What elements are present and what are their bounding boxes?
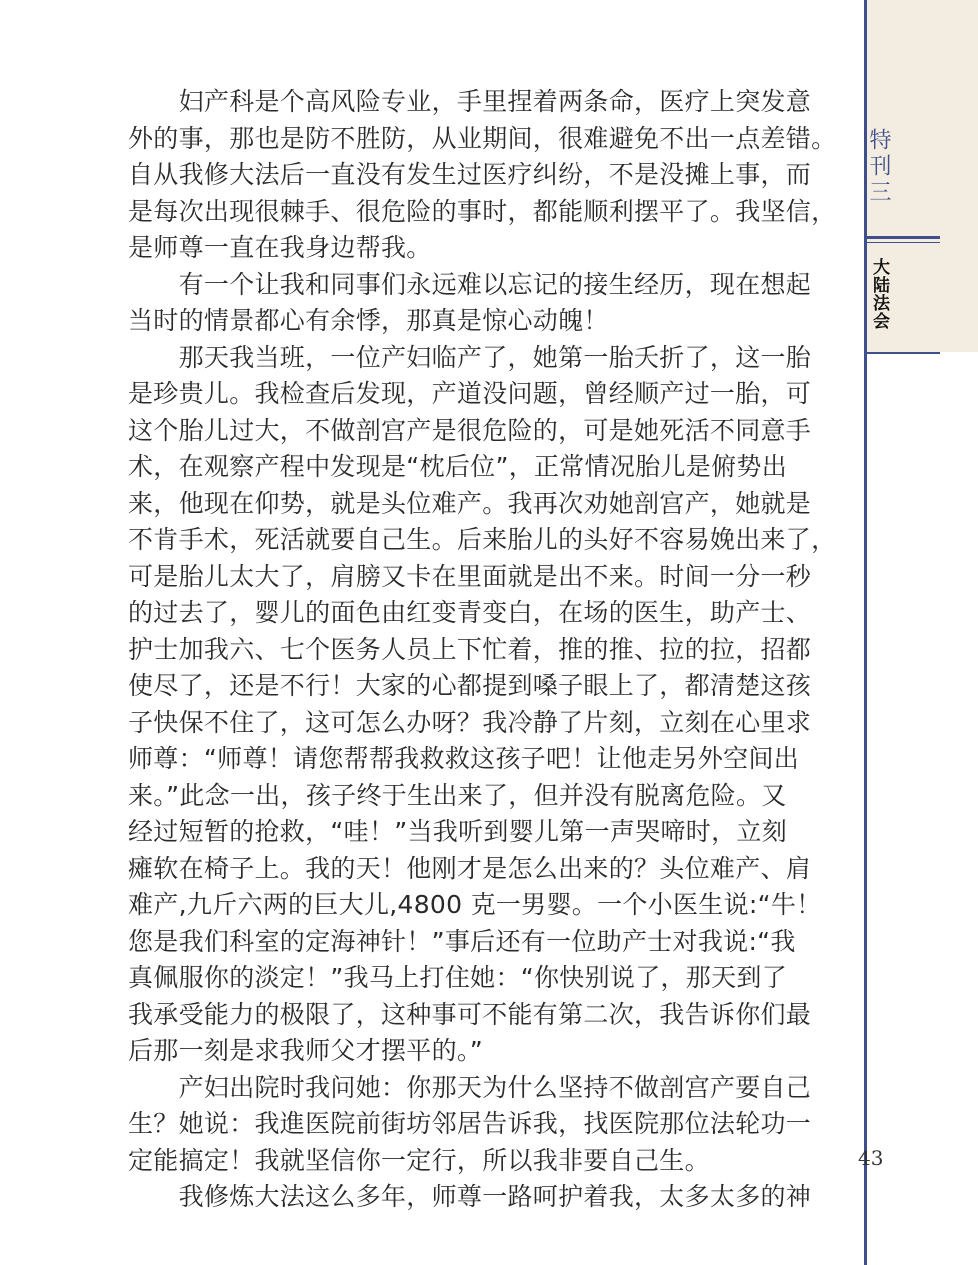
text-line: 是师尊一直在我身边帮我。 (128, 233, 432, 262)
text-line: 护士加我六、七个医务人员上下忙着，推的推、拉的拉，招都 (128, 634, 812, 664)
text-line: 当时的情景都心有余悸，那真是惊心动魄！ (128, 306, 609, 335)
text-line: 经过短暂的抢救，“哇！”当我听到婴儿第一声哭啼时，立刻 (128, 817, 788, 846)
text-line: 不肯手术，死活就要自己生。后来胎儿的头好不容易娩出来了， (128, 525, 837, 554)
section-label: 大陆法会 (869, 258, 889, 330)
text-line: 瘫软在椅子上。我的天！他刚才是怎么出来的？头位难产、肩 (128, 853, 812, 883)
text-line: 您是我们科室的定海神针！”事后还有一位助产士对我说:“我 (128, 926, 796, 956)
text-line: 使尽了，还是不行！大家的心都提到嗓子眼上了，都清楚这孩 (128, 671, 812, 700)
text-line: 的过去了，婴儿的面色由红变青变白，在场的医生，助产士、 (128, 598, 812, 627)
text-line: 外的事，那也是防不胜防，从业期间，很难避免不出一点差错。 (128, 123, 837, 153)
text-line: 有一个让我和同事们永远难以忘记的接生经历，现在想起 (128, 269, 812, 299)
text-line: 那天我当班，一位产妇临产了，她第一胎夭折了，这一胎 (128, 342, 812, 372)
text-line: 难产,九斤六两的巨大儿,4800 克一男婴。一个小医生说:“牛！ (128, 890, 822, 919)
text-line: 这个胎儿过大，不做剖宫产是很危险的，可是她死活不同意手 (128, 415, 812, 445)
text-line: 我承受能力的极限了，这种事可不能有第二次，我告诉你们最 (128, 999, 812, 1029)
text-line: 产妇出院时我问她：你那天为什么坚持不做剖宫产要自己 (128, 1072, 812, 1102)
text-line: 师尊：“师尊！请您帮帮我救救这孩子吧！让他走另外空间出 (128, 744, 800, 773)
article-body (128, 84, 852, 1216)
text-line: 真佩服你的淡定！”我马上打住她：“你快别说了，那天到了 (128, 963, 788, 992)
text-line: 后那一刻是求我师父才摆平的。” (128, 1036, 483, 1065)
text-line: 妇产科是个高风险专业，手里捏着两条命，医疗上突发意 (128, 87, 812, 116)
page-number: 43 (858, 1146, 884, 1170)
tab-divider-thin (867, 242, 940, 243)
text-line: 我修炼大法这么多年，师尊一路呵护着我，太多太多的神 (128, 1182, 812, 1211)
tab-divider (867, 236, 940, 239)
text-line: 是珍贵儿。我检查后发现，产道没问题，曾经顺产过一胎，可 (128, 379, 812, 408)
text-line: 是每次出现很棘手、很危险的事时，都能顺利摆平了。我坚信， (128, 196, 837, 226)
issue-tab-title: 特刊三 (866, 128, 891, 206)
text-line: 生？她说：我進医院前街坊邻居告诉我，找医院那位法轮功一 (128, 1109, 812, 1138)
text-line: 子快保不住了，这可怎么办呀？我冷静了片刻，立刻在心里求 (128, 707, 812, 737)
text-line: 来。”此念一出，孩子终于生出来了，但并没有脱离危险。又 (128, 780, 787, 810)
text-line: 自从我修大法后一直没有发生过医疗纠纷，不是没摊上事，而 (128, 160, 812, 189)
text-line: 来，他现在仰势，就是头位难产。我再次劝她剖宫产，她就是 (128, 488, 812, 518)
tab-divider-bottom (867, 352, 940, 354)
text-line: 定能搞定！我就坚信你一定行，所以我非要自己生。 (128, 1145, 710, 1175)
text-line: 术，在观察产程中发现是“枕后位”，正常情况胎儿是俯势出 (128, 452, 788, 481)
text-line: 可是胎儿太大了，肩膀又卡在里面就是出不来。时间一分一秒 (128, 561, 812, 591)
